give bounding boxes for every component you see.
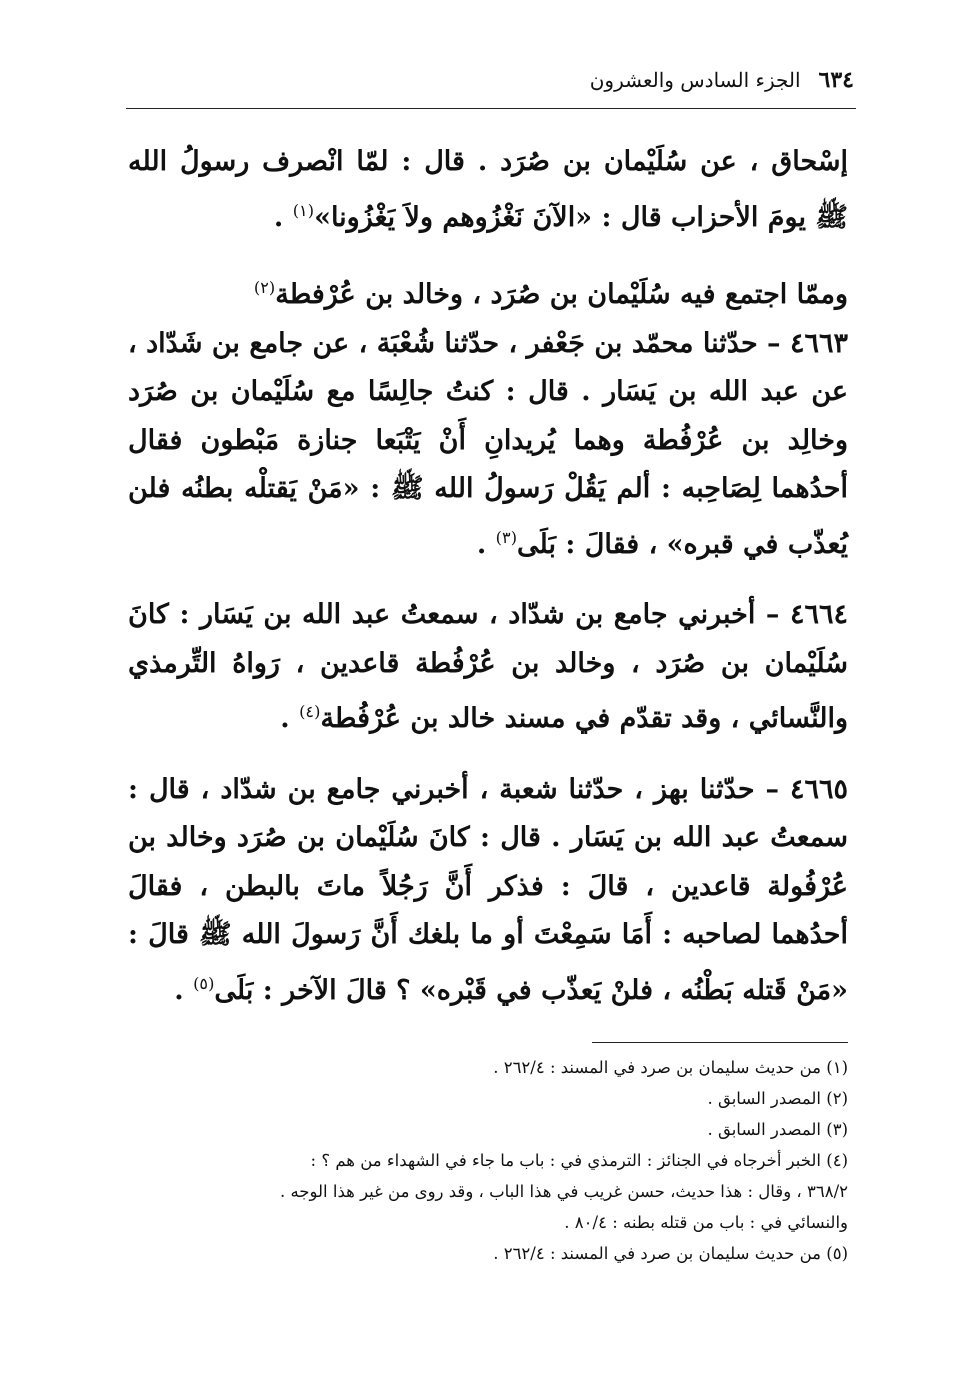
page-header [120, 62, 854, 98]
hadith-number-4663: ٤٦٦٣ [789, 327, 848, 359]
footnote-4: (٤) الخبر أخرجاه في الجنائز : الترمذي في : باب ما جاء في الشهداء من هم ؟ : [310, 1151, 848, 1170]
footnote-ref-1: (١) [292, 200, 315, 220]
footnote-ref-4: (٤) [299, 702, 321, 721]
main-text [128, 138, 848, 1037]
footnote-ref-5: (٥) [193, 973, 215, 993]
hadith-4664 [128, 591, 848, 744]
footnote-5: (٥) من حديث سليمان بن صرد في المسند : ٢٦٢/٤ . [493, 1244, 848, 1263]
paragraph-1 [128, 138, 848, 242]
hadith-4664-text: – أخبرني جامع بن شدّاد ، سمعتُ عبد الله بن يَسَار : كانَ سُلَيْمان بن صُرَد ، وخالد بن عُرْفُطة قاعدين ، رَواهُ التِّرمذي والنَّسائي ، وقد تقدّم في مسند خالد بن عُرْفُطة [128, 599, 848, 734]
page-number: ٦٣٤ [818, 67, 854, 93]
footnote-4-cont-2: والنسائي في : باب من قتله بطنه : ٨٠/٤ . [564, 1213, 848, 1232]
paragraph-1-end: . [273, 201, 293, 233]
hadith-4663 [128, 320, 848, 570]
footnote-2: (٢) المصدر السابق . [707, 1089, 848, 1108]
footnote-rule [592, 1042, 848, 1043]
paragraph-2-text: وممّا اجتمع فيه سُلَيْمان بن صُرَد ، وخالد بن عُرْفطة [275, 279, 848, 310]
hadith-4665-end: . [174, 974, 194, 1006]
paragraph-2 [128, 264, 848, 320]
footnote-4-cont-1: ٣٦٨/٢ ، وقال : هذا حديث، حسن غريب في هذا الباب ، وقد روى من غير هذا الوجه . [279, 1182, 848, 1201]
footnotes [128, 1052, 848, 1269]
hadith-4663-end: . [476, 528, 496, 560]
hadith-4665-text: – حدّثنا بهز ، حدّثنا شعبة ، أخبرني جامع بن شدّاد ، قال : سمعتُ عبد الله بن يَسَار . قال : كانَ سُلَيْمان بن صُرَد وخالد بن عُرْفُولة قاعدين ، قالَ : فذكر أَنَّ رَجُلاً ماتَ بالبطن ، فقالَ أحدُهما لصاحبه : أَمَا سَمِعْتَ أو ما بلغك أَنَّ رَسولَ الله ﷺ قالَ : «مَنْ قَتله بَطْنُه ، فلنْ يَعذّب في قَبْره» ؟ قالَ الآخر : بَلَى [128, 773, 848, 1006]
footnote-ref-3: (٣) [495, 527, 518, 547]
paragraph-1-text: إسْحاق ، عن سُلَيْمان بن صُرَد . قال : لمّا انْصرف رسولُ الله ﷺ يومَ الأحزاب قال : «الآنَ نَغْزُوهم ولاَ يَغْزُونا» [128, 146, 848, 233]
footnote-ref-2: (٢) [253, 278, 276, 297]
hadith-4665 [128, 766, 848, 1016]
hadith-4664-end: . [280, 703, 300, 734]
footnote-1: (١) من حديث سليمان بن صرد في المسند : ٢٦٢/٤ . [493, 1058, 848, 1077]
header-rule [126, 108, 856, 109]
running-title: الجزء السادس والعشرون [589, 68, 801, 92]
footnote-3: (٣) المصدر السابق . [707, 1120, 848, 1139]
hadith-4663-text: – حدّثنا محمّد بن جَعْفر ، حدّثنا شُعْبَة ، عن جامع بن شَدّاد ، عن عبد الله بن يَسَار . قال : كنتُ جالِسًا مع سُلَيْمان بن صُرَد وخالِد بن عُرْفُطة وهما يُريدانِ أَنْ يَتْبَعا جنازة مَبْطون فقال أحدُهما لِصَاحِبه : ألم يَقُلْ رَسولُ الله ﷺ : «مَنْ يَقتلْه بطنُه فلن يُعذّب في قبره» ، فقالَ : بَلَى [128, 327, 848, 560]
hadith-number-4664: ٤٦٦٤ [789, 599, 848, 630]
hadith-number-4665: ٤٦٦٥ [789, 773, 848, 805]
